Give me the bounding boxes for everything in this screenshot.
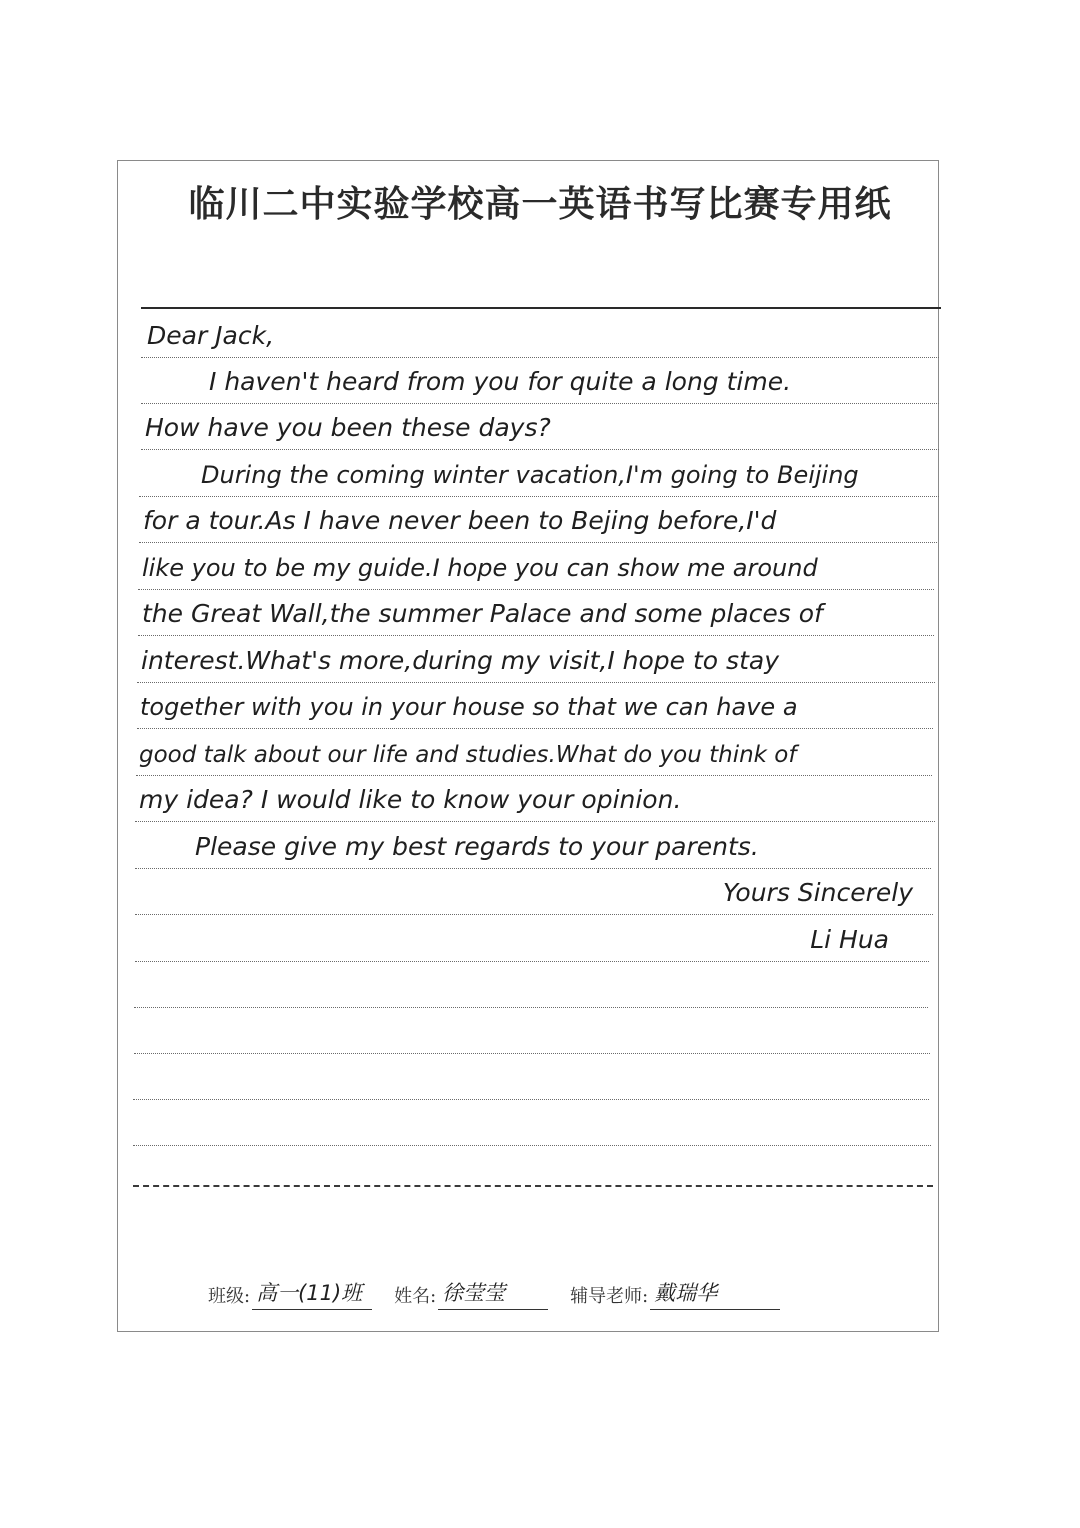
name-value: 徐莹莹 <box>438 1277 548 1310</box>
teacher-label: 辅导老师: <box>570 1286 649 1307</box>
class-field <box>208 1277 372 1310</box>
letter-line-text: Please give my best regards to your parents. <box>195 832 759 861</box>
letter-line <box>141 404 939 450</box>
student-info-footer <box>208 1270 802 1310</box>
letter-line-text: How have you been these days? <box>145 413 551 442</box>
letter-line-text: for a tour.As I have never been to Bejing before,I'd <box>143 506 777 535</box>
letter-line-text: together with you in your house so that we can have a <box>140 693 798 721</box>
empty-ruled-line <box>133 1100 931 1146</box>
letter-line <box>139 451 939 497</box>
name-label: 姓名: <box>394 1286 437 1307</box>
letter-line-text: interest.What's more,during my visit,I hope to stay <box>141 646 779 675</box>
letter-line <box>137 637 935 683</box>
letter-line-text: Dear Jack, <box>147 321 275 350</box>
class-label: 班级: <box>208 1286 251 1307</box>
class-value: 高一(11)班 <box>252 1277 372 1310</box>
letter-line-text: good talk about our life and studies.What do you think of <box>139 742 797 768</box>
empty-ruled-line <box>133 1054 929 1100</box>
sheet-title: 临川二中实验学校高一英语书写比赛专用纸 <box>188 184 892 225</box>
letter-line-greeting <box>141 312 939 358</box>
letter-line-text: Li Hua <box>810 925 889 954</box>
title-divider <box>141 307 941 309</box>
letter-line <box>135 776 935 822</box>
letter-line-text: I haven't heard from you for quite a long time. <box>209 367 792 396</box>
letter-line-signature <box>135 916 929 962</box>
letter-line <box>135 823 931 869</box>
letter-line-text: the Great Wall,the summer Palace and some places of <box>142 599 823 628</box>
letter-line-closing <box>135 869 933 915</box>
letter-line <box>138 544 934 590</box>
letter-line-text: Yours Sincerely <box>722 878 913 907</box>
letter-line-text: like you to be my guide.I hope you can show me around <box>142 554 818 582</box>
empty-ruled-line <box>134 1008 930 1054</box>
teacher-field <box>570 1277 780 1310</box>
letter-line <box>139 497 937 543</box>
name-field <box>394 1277 548 1310</box>
empty-ruled-line <box>134 962 928 1008</box>
letter-line <box>137 683 933 729</box>
teacher-value: 戴瑞华 <box>650 1277 780 1310</box>
bottom-divider <box>133 1185 933 1187</box>
letter-line-text: During the coming winter vacation,I'm going to Beijing <box>201 461 859 489</box>
letter-line <box>141 358 939 404</box>
letter-line-text: my idea? I would like to know your opinion. <box>139 785 682 814</box>
letter-line <box>136 730 932 776</box>
letter-line <box>138 590 934 636</box>
